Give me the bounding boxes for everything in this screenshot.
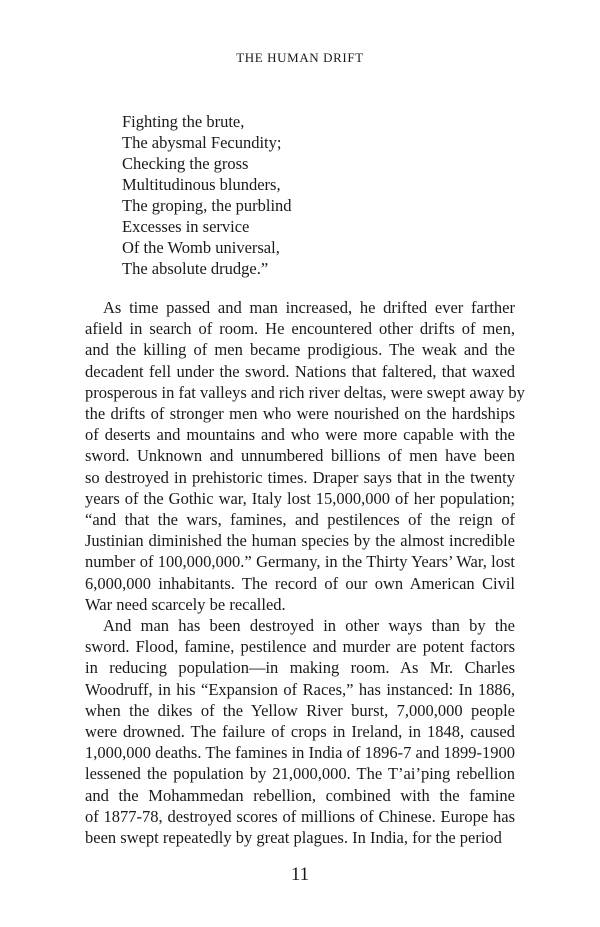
- text-line: 1,000,000 deaths. The famines in India of 1896-7 and 1899-1900: [85, 743, 515, 763]
- poem-line: The absolute drudge.”: [122, 259, 269, 278]
- text-line: sword. Unknown and unnumbered billions of men have been: [85, 446, 515, 466]
- text-line: were drowned. The failure of crops in Ireland, in 1848, caused: [85, 722, 515, 742]
- text-line: and the killing of men became prodigious. The weak and the: [85, 340, 515, 360]
- text-line: so destroyed in prehistoric times. Draper says that in the twenty: [85, 467, 515, 487]
- poem-block: [122, 111, 292, 279]
- poem-line: Excesses in service: [122, 217, 250, 236]
- text-line: of deserts and mountains and who were more capable with the: [85, 425, 515, 445]
- text-line: 6,000,000 inhabitants. The record of our own American Civil: [85, 573, 515, 593]
- text-line: lessened the population by 21,000,000. The T’ai’ping rebellion: [85, 764, 515, 784]
- poem-line: Checking the gross: [122, 154, 249, 173]
- poem-line: Of the Womb universal,: [122, 238, 280, 257]
- poem-line: The abysmal Fecundity;: [122, 133, 282, 152]
- text-line: number of 100,000,000.” Germany, in the Thirty Years’ War, lost: [85, 552, 515, 572]
- text-line: decadent fell under the sword. Nations that faltered, that waxed: [85, 361, 515, 381]
- paragraph: [85, 297, 525, 615]
- text-line: And man has been destroyed in other ways than by the: [103, 616, 515, 636]
- text-line: prosperous in fat valleys and rich river deltas, were swept away by: [85, 382, 525, 402]
- paragraph: [85, 615, 515, 848]
- text-line: of 1877-78, destroyed scores of millions of Chinese. Europe has: [85, 806, 515, 826]
- page-number: 11: [290, 864, 310, 885]
- text-line: and the Mohammedan rebellion, combined with the famine: [85, 785, 515, 805]
- text-line: years of the Gothic war, Italy lost 15,000,000 of her population;: [85, 488, 515, 508]
- text-line: been swept repeatedly by great plagues. In India, for the period: [85, 828, 502, 848]
- text-line: sword. Flood, famine, pestilence and murder are potent factors: [85, 637, 515, 657]
- text-line: in reducing population—in making room. As Mr. Charles: [85, 658, 515, 678]
- text-line: “and that the wars, famines, and pestilences of the reign of: [85, 510, 515, 530]
- text-line: Woodruff, in his “Expansion of Races,” has instanced: In 1886,: [85, 679, 515, 699]
- poem-line: Fighting the brute,: [122, 112, 245, 131]
- poem-line: Multitudinous blunders,: [122, 175, 281, 194]
- body-text: [85, 297, 525, 848]
- text-line: As time passed and man increased, he drifted ever farther: [103, 298, 515, 317]
- poem-line: The groping, the purblind: [122, 196, 292, 215]
- text-line: the drifts of stronger men who were nourished on the hardships: [85, 404, 515, 424]
- running-head: THE HUMAN DRIFT: [236, 50, 364, 65]
- text-line: when the dikes of the Yellow River burst, 7,000,000 people: [85, 700, 515, 720]
- text-line: War need scarcely be recalled.: [85, 594, 286, 614]
- text-line: Justinian diminished the human species by the almost incredible: [85, 531, 515, 551]
- text-line: afield in search of room. He encountered other drifts of men,: [85, 319, 515, 339]
